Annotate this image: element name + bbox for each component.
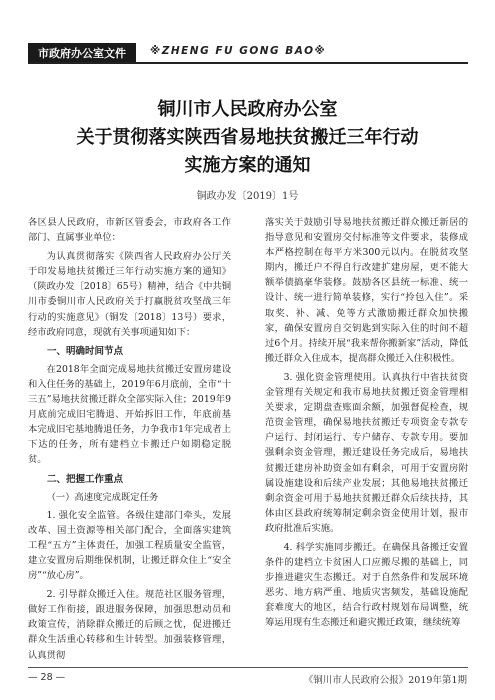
left-column bbox=[28, 215, 231, 667]
section-tag: 市政府办公室文件 bbox=[28, 43, 136, 64]
item-4-paragraph: 4. 科学实施同步搬迁。在确保具备搬迁安置条件的建档立卡贫困人口应搬尽搬的基础上，同步推进避灾生态搬迁。对于自然条件和发展环境恶劣、地方病严重、地质灾害频发，基础设施配套难度大的地区，结合行政村规划布局调整，统筹运用现有生态搬迁和避灾搬迁政策，继续统筹 bbox=[265, 541, 468, 629]
title-line-3: 实施方案的通知 bbox=[184, 155, 311, 176]
publication-brand: ※ZHENG FU GONG BAO※ bbox=[150, 45, 327, 57]
section-heading-1: 一、明确时间节点 bbox=[47, 345, 124, 357]
item-3-paragraph: 3. 强化资金管理使用。认真执行中省扶贫资金管理有关规定和我市易地扶贫搬迁资金管理相关要求，定期盘查账面余额，加强督促检查，规范资金管理，确保易地扶贫搬迁专项资金专款专户运行、封闭运行、专户储存、专款专用。要加强剩余资金管理，搬迁建设任务完成后，易地扶贫搬迁建房补助资金如有剩余，可用于安置房附属设施建设和后续产业发展；其他易地扶贫搬迁剩余资金可用于易地扶贫搬迁群众后续扶持，其体由区县政府统筹制定剩余资金使用计划，报市政府批准后实施。 bbox=[265, 371, 468, 534]
item-1-paragraph: 1. 强化安全监管。各级住建部门牵头，发展改革、国土资源等相关部门配合，全面落实建筑工程“五方”主体责任，加强工程质量安全监管，建立安置房后期维保机制，让搬迁群众住上“安全房”“放心房”。 bbox=[28, 509, 231, 582]
title-line-2: 关于贯彻落实陕西省易地扶贫搬迁三年行动 bbox=[76, 127, 419, 148]
title-line-1: 铜川市人民政府办公室 bbox=[157, 99, 338, 120]
footer-rule bbox=[28, 667, 468, 668]
addressee: 各区县人民政府，市新区管委会，市政府各工作部门、直属事业单位： bbox=[28, 217, 231, 244]
page-number: — 28 — bbox=[28, 672, 66, 683]
timeline-paragraph: 在2018年全面完成易地扶贫搬迁安置房建设和入住任务的基础上，2019年6月底前，全市“十三五”易地扶贫搬迁群众全部实际入住；2019年9月底前完成旧宅腾退、开始拆旧工作，年底前基本完成旧宅基地腾退任务，力争我市1年完成者上下达的任务，所有建档立卡搬迁户如期稳定脱贫。 bbox=[28, 363, 231, 466]
document-title bbox=[40, 96, 455, 180]
right-column bbox=[265, 215, 468, 635]
footer-publication: 《铜川市人民政府公报》2019年第1期 bbox=[303, 675, 467, 686]
item-2-paragraph: 2. 引导群众搬迁入住。规范社区服务管理，做好工作衔接，跟进服务保障，加强思想动员和政策宣传，消除群众搬迁的后顾之忧，促进搬迁群众生活重心转移和生计转型。加强装修管理，认真贯彻 bbox=[28, 589, 231, 661]
subsection-heading-1: （一）高速度完成既定任务 bbox=[46, 491, 159, 503]
section-heading-2: 二、把握工作重点 bbox=[47, 473, 124, 485]
header-rule bbox=[28, 62, 468, 64]
document-number: 铜政办发〔2019〕1号 bbox=[196, 191, 299, 202]
item-2-continued: 落实关于鼓励引导易地扶贫搬迁群众搬迁新居的指导意见和安置房交付标准等文件要求，装修成本严格控制在每平方米300元以内。在脱贫攻坚期内，搬迁户不得自行改建扩建房屋，更不能大额举债搞豪华装修。鼓励各区县统一标准、统一设计、统一进行简单装修，实行“拎包入住”。采取奖、补、减、免等方式激励搬迁群众加快搬家，确保安置房自交钥匙到实际入住的时间不超过6个月。持续开展“我来帮你搬新家”活动，降低搬迁群众入住成本，提高群众搬迁入住积极性。 bbox=[265, 217, 468, 364]
intro-paragraph: 为认真贯彻落实《陕西省人民政府办公厅关于印发易地扶贫搬迁三年行动实施方案的通知》（陕政办发〔2018〕65号）精神，结合《中共铜川市委铜川市人民政府关于打赢脱贫攻坚战三年行动的实施意见》（铜发〔2018〕13号）要求，经市政府同意，现就有关事项通知如下： bbox=[28, 251, 231, 338]
